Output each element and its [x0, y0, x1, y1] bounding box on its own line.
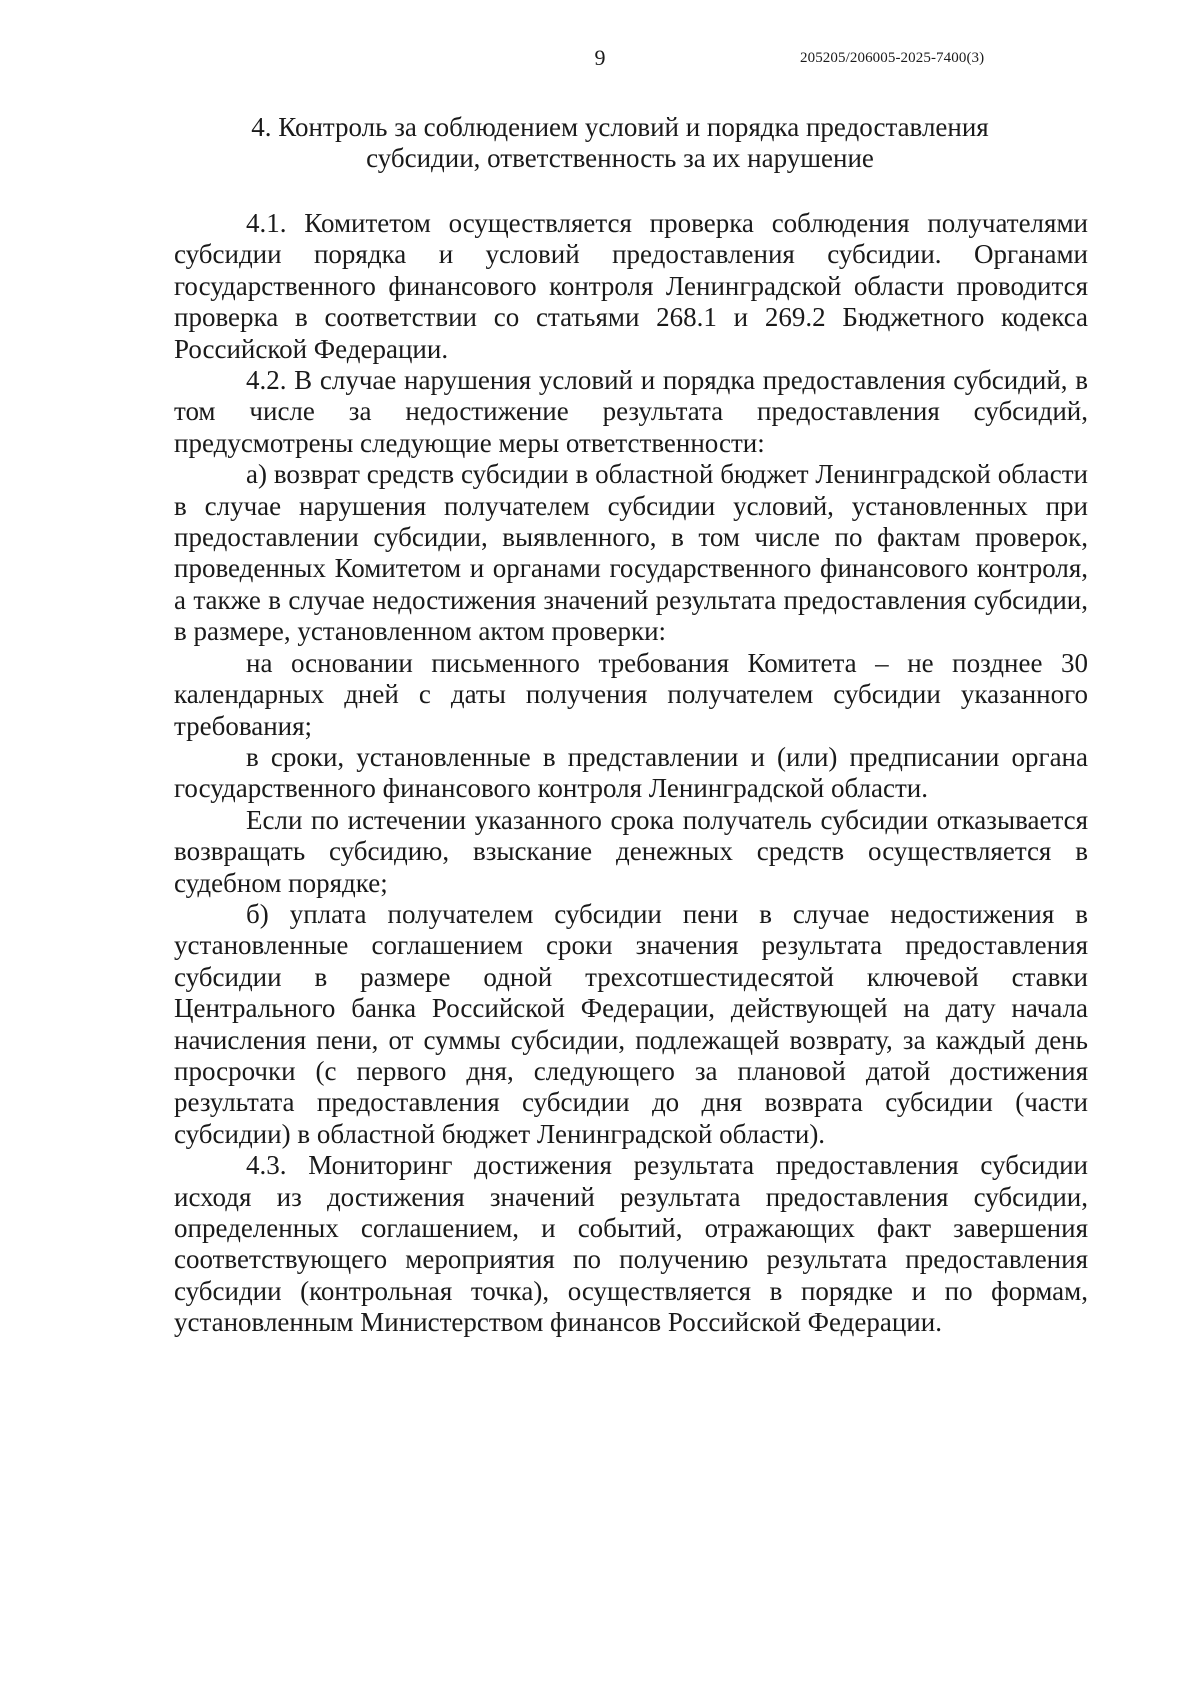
- paragraph-4-1: 4.1. Комитетом осуществляется проверка соблюдения получателями субсидии порядка и условий предоставления субсидии. Органами государственного финансового контроля Ленинградской области проводится проверка в соответствии со статьями 268.1 и 269.2 Бюджетного кодекса Российской Федерации.: [174, 208, 1088, 364]
- paragraph-4-2-b: б) уплата получателем субсидии пени в случае недостижения в установленные соглашением сроки значения результата предоставления субсидии в размере одной трехсотшестидесятой ключевой ставки Центрального банка Российской Федерации, действующей на дату начала начисления пени, от суммы субсидии, подлежащей возврату, за каждый день просрочки (с первого дня, следующего за плановой датой достижения результата предоставления субсидии до дня возврата субсидии (части субсидии) в областной бюджет Ленинградской области).: [174, 898, 1088, 1149]
- paragraph-court-recovery: Если по истечении указанного срока получатель субсидии отказывается возвращать субсидию, взыскание денежных средств осуществляется в судебном порядке;: [174, 804, 1088, 898]
- document-code: 205205/206005-2025-7400(3): [800, 50, 985, 66]
- document-body: [174, 208, 1088, 1339]
- section-title-line-1: 4. Контроль за соблюдением условий и порядка предоставления: [251, 112, 989, 142]
- section-title-line-2: субсидии, ответственность за их нарушение: [366, 143, 874, 173]
- paragraph-deadline-demand: на основании письменного требования Комитета – не позднее 30 календарных дней с даты получения получателем субсидии указанного требования;: [174, 647, 1088, 741]
- paragraph-4-2: 4.2. В случае нарушения условий и порядка предоставления субсидий, в том числе за недостижение результата предоставления субсидий, предусмотрены следующие меры ответственности:: [174, 365, 1088, 458]
- page-number: 9: [594, 45, 606, 70]
- paragraph-4-2-a: а) возврат средств субсидии в областной бюджет Ленинградской области в случае нарушения получателем субсидии условий, установленных при предоставлении субсидии, выявленного, в том числе по фактам проверок, проведенных Комитетом и органами государственного финансового контроля, а также в случае недостижения значений результата предоставления субсидии, в размере, установленном актом проверки:: [174, 459, 1088, 647]
- section-title: [200, 112, 1040, 174]
- paragraph-deadline-order: в сроки, установленные в представлении и (или) предписании органа государственного финансового контроля Ленинградской области.: [174, 741, 1088, 804]
- paragraph-4-3: 4.3. Мониторинг достижения результата предоставления субсидии исходя из достижения значений результата предоставления субсидии, определенных соглашением, и событий, отражающих факт завершения соответствующего мероприятия по получению результата предоставления субсидии (контрольная точка), осуществляется в порядке и по формам, установленным Министерством финансов Российской Федерации.: [174, 1150, 1088, 1338]
